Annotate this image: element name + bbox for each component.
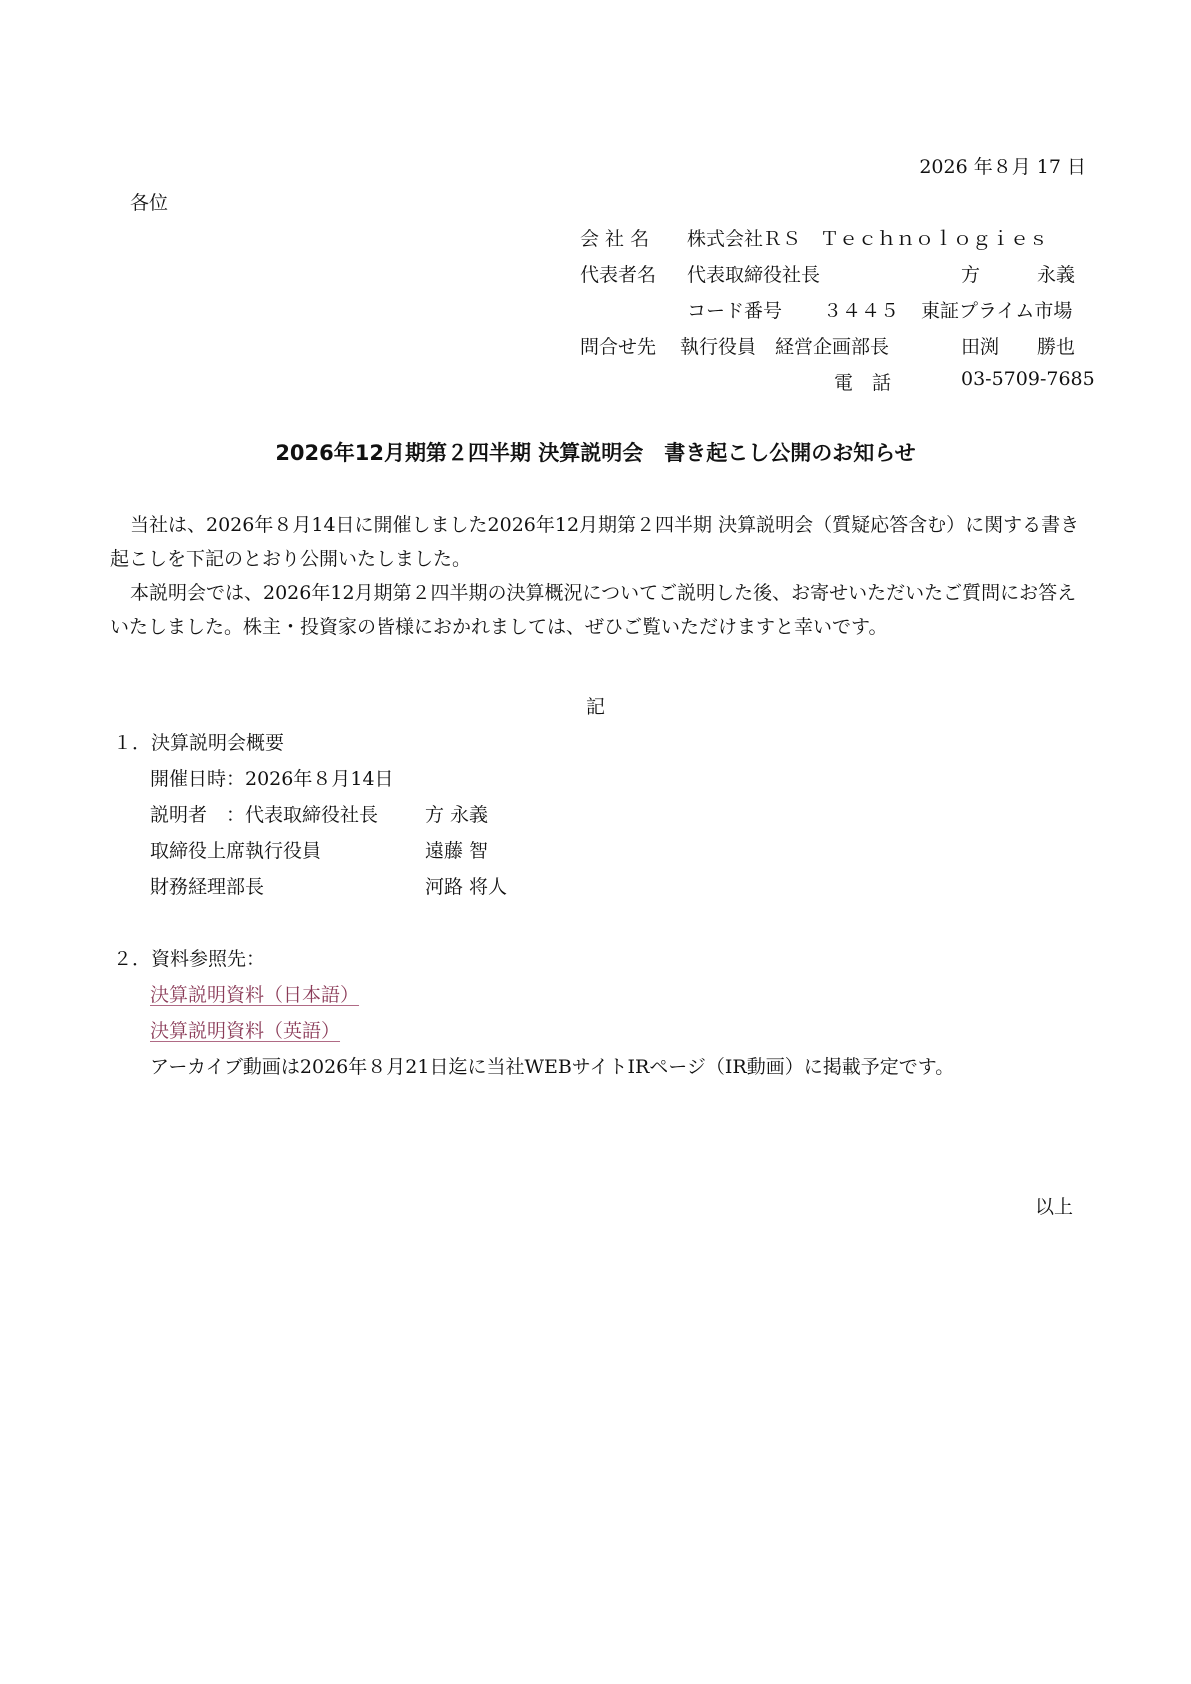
rep-title: 代表取締役社長 <box>687 264 821 286</box>
presenter-name: 方 永義 <box>425 804 489 826</box>
section-1-heading: １．決算説明会概要 <box>113 732 285 754</box>
materials-link-japanese[interactable]: 決算説明資料（日本語） <box>150 984 360 1006</box>
body-paragraph-2 <box>110 576 1080 644</box>
code-value: ３４４５ <box>823 300 900 322</box>
paragraph-2-text: 本説明会では、2026年12月期第２四半期の決算概況についてご説明した後、お寄せいただいたご質問にお答えいたしました。株主・投資家の皆様におかれましては、ぜひご覧いただけますと幸いです。 <box>110 582 1077 638</box>
contact-label: 問合せ先 <box>580 336 657 358</box>
event-date: 開催日時：2026年８月14日 <box>150 768 394 790</box>
officer-title: 取締役上席執行役員 <box>150 840 322 862</box>
materials-link-english[interactable]: 決算説明資料（英語） <box>150 1020 341 1042</box>
finance-title: 財務経理部長 <box>150 876 265 898</box>
section-2-heading: ２．資料参照先： <box>113 948 266 970</box>
document-title: 2026年12月期第２四半期 決算説明会 書き起こし公開のお知らせ <box>275 441 916 465</box>
document-date: 2026 年８月 17 日 <box>919 156 1086 178</box>
officer-name: 遠藤 智 <box>425 840 489 862</box>
presenter-label: 説明者 ：代表取締役社長 <box>150 804 379 826</box>
rep-name: 方 永義 <box>961 264 1076 286</box>
finance-name: 河路 将人 <box>425 876 508 898</box>
company-label: 会 社 名 <box>580 228 650 250</box>
rep-label: 代表者名 <box>580 264 657 286</box>
phone-label: 電 話 <box>834 372 892 394</box>
company-value: 株式会社ＲＳ Ｔｅｃｈｎｏｌｏｇｉｅｓ <box>687 228 1049 250</box>
closing-ijou: 以上 <box>1034 1196 1073 1218</box>
body-paragraph-1 <box>110 508 1080 576</box>
ki-heading: 記 <box>585 696 605 718</box>
recipient: 各位 <box>130 192 169 214</box>
paragraph-1-text: 当社は、2026年８月14日に開催しました2026年12月期第２四半期 決算説明会（質疑応答含む）に関する書き起こしを下記のとおり公開いたしました。 <box>110 514 1080 570</box>
contact-name: 田渕 勝也 <box>961 336 1076 358</box>
archive-note: アーカイブ動画は2026年８月21日迄に当社WEBサイトIRページ（IR動画）に掲載予定です。 <box>150 1056 955 1078</box>
phone-value: 03-5709-7685 <box>961 368 1095 390</box>
market: 東証プライム市場 <box>921 300 1073 322</box>
code-label: コード番号 <box>687 300 783 322</box>
contact-title: 執行役員 経営企画部長 <box>680 336 890 358</box>
